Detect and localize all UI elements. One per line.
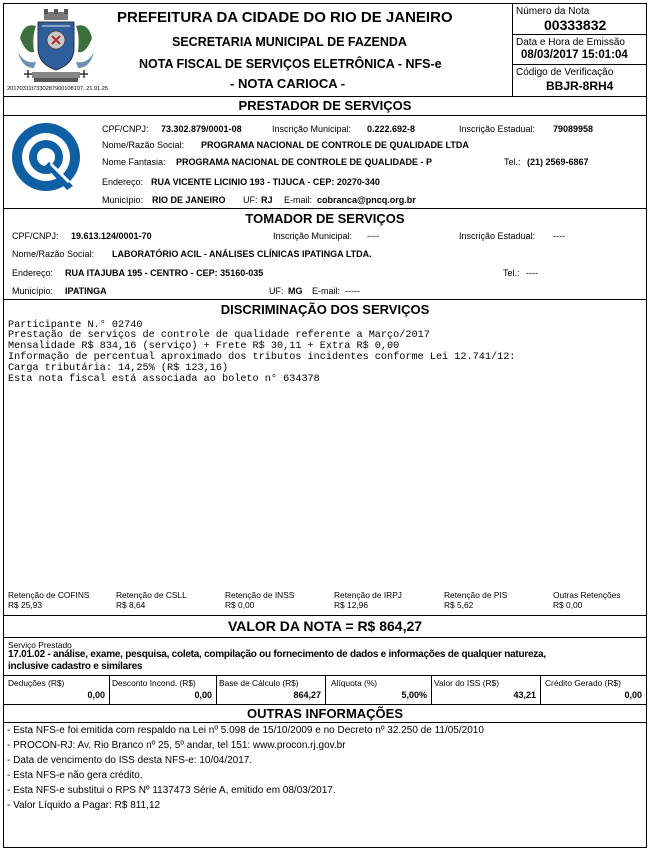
total-desconto-value: 0,00: [194, 690, 212, 700]
total-aliquota-label: Alíquota (%): [331, 678, 378, 688]
prestador-email-value: cobranca@pncq.org.br: [317, 195, 416, 205]
city-hall-title: PREFEITURA DA CIDADE DO RIO DE JANEIRO: [117, 9, 453, 26]
servico-prestado-label: Serviço Prestado: [8, 640, 72, 650]
prestador-im-label: Inscrição Municipal:: [272, 124, 352, 134]
retencao-pis: [444, 590, 507, 610]
retencao-label: Retenção de PIS: [444, 590, 508, 600]
numero-nota-value: 00333832: [544, 17, 607, 33]
total-credito-label: Crédito Gerado (R$): [545, 678, 621, 688]
tomador-uf-label: UF:: [269, 286, 284, 296]
numero-nota-label: Número da Nota: [516, 6, 590, 17]
retencao-label: Retenção de INSS: [225, 590, 295, 600]
prestador-municipio-value: RIO DE JANEIRO: [152, 195, 226, 205]
total-deducoes-label: Deduções (R$): [8, 678, 65, 688]
prestador-endereco-label: Endereço:: [102, 177, 144, 187]
tomador-municipio-label: Município:: [12, 286, 54, 296]
prestador-tel-value: (21) 2569-6867: [527, 157, 589, 167]
tomador-im-value: ----: [367, 231, 379, 241]
servico-description-line1: - análise, exame, pesquisa, coleta, compilação ou fornecimento de dados e informações de qualquer natureza,: [44, 649, 546, 660]
discriminacao-line: Esta nota fiscal está associada ao boleto n° 634378: [8, 374, 320, 385]
retencao-value: R$ 5,62: [444, 600, 474, 610]
tomador-razao-value: LABORATÓRIO ACIL - ANÁLISES CLÍNICAS IPATINGA LTDA.: [112, 249, 372, 259]
discriminacao-line: Participante N.° 02740: [8, 320, 143, 331]
retencao-value: R$ 12,96: [334, 600, 368, 610]
prestador-ie-label: Inscrição Estadual:: [459, 124, 536, 134]
retencao-label: Retenção de IRPJ: [334, 590, 402, 600]
tomador-cnpj-value: 19.613.124/0001-70: [71, 231, 152, 241]
barcode-text: 20170311t7330287900108107..21.91.25: [7, 86, 108, 92]
tomador-endereco-label: Endereço:: [12, 268, 54, 278]
valor-nota: VALOR DA NOTA = R$ 864,27: [227, 618, 423, 634]
prestador-fantasia-label: Nome Fantasia:: [102, 157, 166, 167]
prestador-razao-value: PROGRAMA NACIONAL DE CONTROLE DE QUALIDADE LTDA: [201, 140, 469, 150]
codigo-verificacao-value: BBJR-8RH4: [546, 79, 614, 93]
prestador-ie-value: 79089958: [553, 124, 594, 134]
outras-info-line: - Valor Líquido a Pagar: R$ 811,12: [7, 800, 161, 811]
total-aliquota-value: 5,00%: [401, 690, 427, 700]
retencao-value: R$ 25,93: [8, 600, 42, 610]
retencao-value: R$ 0,00: [553, 600, 583, 610]
emissao-label: Data e Hora de Emissão: [516, 37, 625, 48]
tomador-endereco-value: RUA ITAJUBA 195 - CENTRO - CEP: 35160-035: [65, 268, 264, 278]
retencao-label: Outras Retenções: [553, 590, 621, 600]
prestador-razao-label: Nome/Razão Social:: [102, 140, 185, 150]
retencao-value: R$ 8,64: [116, 600, 146, 610]
tomador-uf-value: MG: [288, 286, 303, 296]
total-deducoes-value: 0,00: [87, 690, 105, 700]
total-iss-value: 43,21: [513, 690, 536, 700]
total-base-calculo-label: Base de Cálculo (R$): [219, 678, 299, 688]
servico-prestado-description: [8, 649, 546, 660]
prestador-cnpj-value: 73.302.879/0001-08: [161, 124, 242, 134]
retencao-irpj: [334, 590, 402, 610]
tomador-im-label: Inscrição Municipal:: [273, 231, 353, 241]
codigo-verificacao-label: Código de Verificação: [516, 67, 614, 78]
prestador-municipio-label: Município:: [102, 195, 144, 205]
retencao-csll: [116, 590, 187, 610]
outras-info-line: - Esta NFS-e foi emitida com respaldo na Lei nº 5.098 de 15/10/2009 e no Decreto nº 32.250 de 11/05/2010: [7, 725, 484, 736]
outras-info-line: - Esta NFS-e substitui o RPS Nº 1137473 Série A, emitido em 08/03/2017.: [7, 785, 336, 796]
discriminacao-line: Mensalidade R$ 834,16 (serviço) + Frete R$ 30,11 + Extra R$ 0,00: [8, 341, 400, 352]
outras-info-section-title: OUTRAS INFORMAÇÕES: [247, 706, 403, 721]
prestador-email-label: E-mail:: [284, 195, 313, 205]
total-iss-label: Valor do ISS (R$): [434, 678, 500, 688]
servico-code: 17.01.02: [8, 649, 45, 660]
retencao-value: R$ 0,00: [225, 600, 255, 610]
discriminacao-line: Carga tributária: 14,25% (R$ 123,16): [8, 363, 229, 374]
prestador-endereco-value: RUA VICENTE LICINIO 193 - TIJUCA - CEP: 20270-340: [151, 177, 380, 187]
prestador-uf-value: RJ: [261, 195, 273, 205]
emissao-value: 08/03/2017 15:01:04: [521, 49, 628, 61]
secretaria-title: SECRETARIA MUNICIPAL DE FAZENDA: [172, 35, 407, 49]
retencao-cofins: [8, 590, 89, 610]
discriminacao-section-title: DISCRIMINAÇÃO DOS SERVIÇOS: [220, 302, 430, 317]
prestador-tel-label: Tel.:: [504, 157, 521, 167]
tomador-razao-label: Nome/Razão Social:: [12, 249, 95, 259]
nota-carioca-title: - NOTA CARIOCA -: [230, 76, 346, 91]
servico-description-line2: inclusive cadastro e similares: [8, 661, 143, 672]
city-coat-of-arms: [14, 8, 98, 86]
prestador-cnpj-label: CPF/CNPJ:: [102, 124, 149, 134]
retencao-label: Retenção de CSLL: [116, 590, 187, 600]
prestador-section-title: PRESTADOR DE SERVIÇOS: [238, 98, 412, 113]
retencao-outras: [553, 590, 621, 610]
retencao-inss: [225, 590, 294, 610]
discriminacao-line: Informação de percentual aproximado dos tributos incidentes conforme Lei 12.741/12:: [8, 352, 516, 363]
discriminacao-line: Prestação de serviços de controle de qualidade referente a Março/2017: [8, 330, 430, 341]
tomador-email-value: -----: [345, 286, 360, 296]
tomador-ie-value: ----: [553, 231, 565, 241]
retencao-label: Retenção de COFINS: [8, 590, 90, 600]
prestador-fantasia-value: PROGRAMA NACIONAL DE CONTROLE DE QUALIDADE - P: [176, 157, 433, 167]
outras-info-line: - PROCON-RJ: Av. Rio Branco nº 25, 5º andar, tel 151: www.procon.rj.gov.br: [7, 740, 346, 751]
tomador-cnpj-label: CPF/CNPJ:: [12, 231, 59, 241]
total-credito-value: 0,00: [624, 690, 642, 700]
nfse-title: NOTA FISCAL DE SERVIÇOS ELETRÔNICA - NFS-e: [139, 57, 442, 71]
outras-info-line: - Data de vencimento do ISS desta NFS-e: 10/04/2017.: [7, 755, 253, 766]
tomador-tel-value: ----: [526, 268, 538, 278]
pncq-logo: [11, 122, 81, 192]
prestador-uf-label: UF:: [243, 195, 258, 205]
tomador-ie-label: Inscrição Estadual:: [459, 231, 536, 241]
tomador-municipio-value: IPATINGA: [65, 286, 107, 296]
total-desconto-label: Desconto Incond. (R$): [112, 678, 196, 688]
outras-info-line: - Esta NFS-e não gera crédito.: [7, 770, 143, 781]
total-base-calculo-value: 864,27: [293, 690, 321, 700]
tomador-section-title: TOMADOR DE SERVIÇOS: [245, 211, 405, 226]
tomador-tel-label: Tel.:: [503, 268, 520, 278]
tomador-email-label: E-mail:: [312, 286, 341, 296]
prestador-im-value: 0.222.692-8: [367, 124, 416, 134]
